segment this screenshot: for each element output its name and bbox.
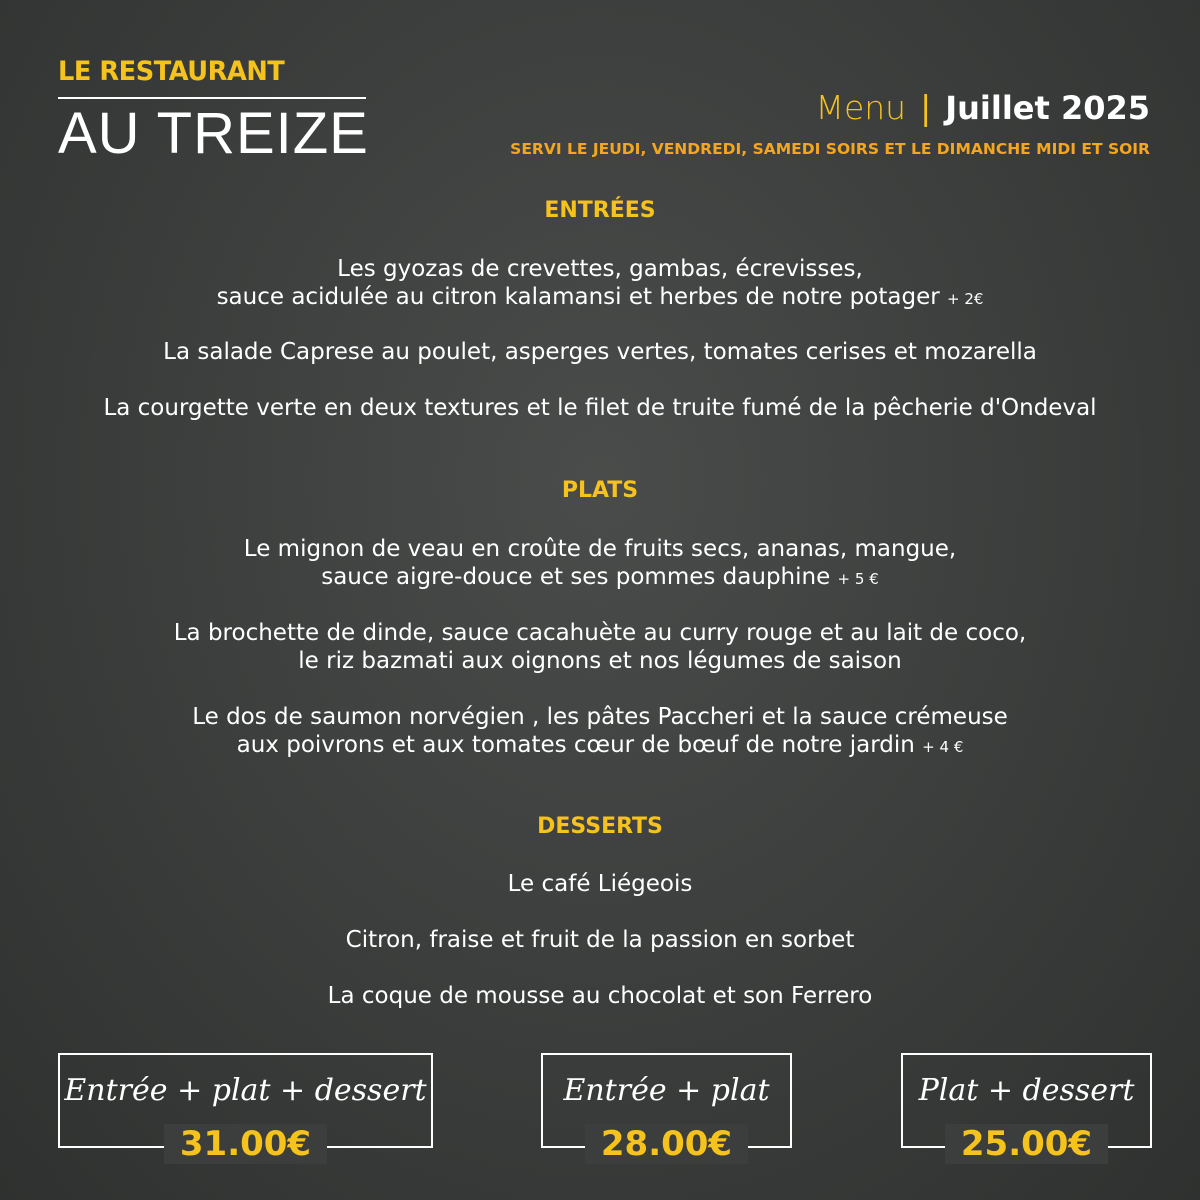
brand-subtitle: LE RESTAURANT (58, 56, 285, 87)
dish-entree-1 (0, 255, 1200, 313)
dish-line: Le dos de saumon norvégien , les pâtes Paccheri et la sauce crémeuse (192, 704, 1008, 730)
dish-line-text: sauce aigre-douce et ses pommes dauphine (321, 564, 831, 590)
dish-line-text: aux poivrons et aux tomates cœur de bœuf de notre jardin (236, 732, 915, 758)
formula-box-plat-dessert (901, 1053, 1152, 1164)
supplement-price: + 5 € (837, 570, 879, 588)
menu-header (815, 88, 1150, 127)
dish-entree-3: La courgette verte en deux textures et le filet de truite fumé de la pêcherie d'Ondeval (103, 395, 1097, 421)
section-title-plats: PLATS (561, 478, 639, 503)
formula-box-full (58, 1053, 433, 1164)
dish-line: le riz bazmati aux oignons et nos légumes de saison (298, 648, 902, 674)
dish-line-text: sauce acidulée au citron kalamansi et herbes de notre potager (216, 284, 940, 310)
dish-plat-2 (0, 619, 1200, 675)
dish-entree-2: La salade Caprese au poulet, asperges vertes, tomates cerises et mozarella (163, 339, 1037, 365)
supplement-price: + 2€ (946, 290, 984, 308)
supplement-price: + 4 € (922, 738, 964, 756)
dish-line (0, 731, 1200, 761)
brand-divider (58, 97, 366, 99)
header-separator: | (920, 88, 932, 127)
restaurant-brand (58, 56, 369, 166)
dish-dessert-2: Citron, fraise et fruit de la passion en sorbet (345, 927, 855, 953)
dish-line: Le mignon de veau en croûte de fruits secs, ananas, mangue, (243, 536, 957, 562)
formula-price: 28.00€ (585, 1124, 748, 1164)
formula-price: 31.00€ (164, 1124, 327, 1164)
dish-dessert-3: La coque de mousse au chocolat et son Ferrero (327, 983, 873, 1009)
dish-line: Les gyozas de crevettes, gambas, écrevisses, (337, 256, 863, 282)
dish-line: La brochette de dinde, sauce cacahuète au curry rouge et au lait de coco, (173, 620, 1027, 646)
dish-line (0, 283, 1200, 313)
formula-label: Entrée + plat (563, 1073, 770, 1108)
formula-label: Entrée + plat + dessert (64, 1073, 427, 1108)
dish-line (0, 563, 1200, 593)
dish-plat-1 (0, 535, 1200, 593)
section-title-desserts: DESSERTS (537, 814, 663, 839)
formula-box-entree-plat (541, 1053, 792, 1164)
menu-month: Juillet 2025 (945, 89, 1150, 127)
section-title-entrees: ENTRÉES (544, 198, 656, 223)
formula-price: 25.00€ (945, 1124, 1108, 1164)
brand-name: AU TREIZE (58, 101, 369, 166)
menu-label: Menu (815, 88, 907, 127)
dish-plat-3 (0, 703, 1200, 761)
formula-label: Plat + dessert (918, 1073, 1135, 1108)
service-hours: SERVI LE JEUDI, VENDREDI, SAMEDI SOIRS ET LE DIMANCHE MIDI ET SOIR (510, 140, 1150, 158)
dish-dessert-1: Le café Liégeois (507, 871, 693, 897)
